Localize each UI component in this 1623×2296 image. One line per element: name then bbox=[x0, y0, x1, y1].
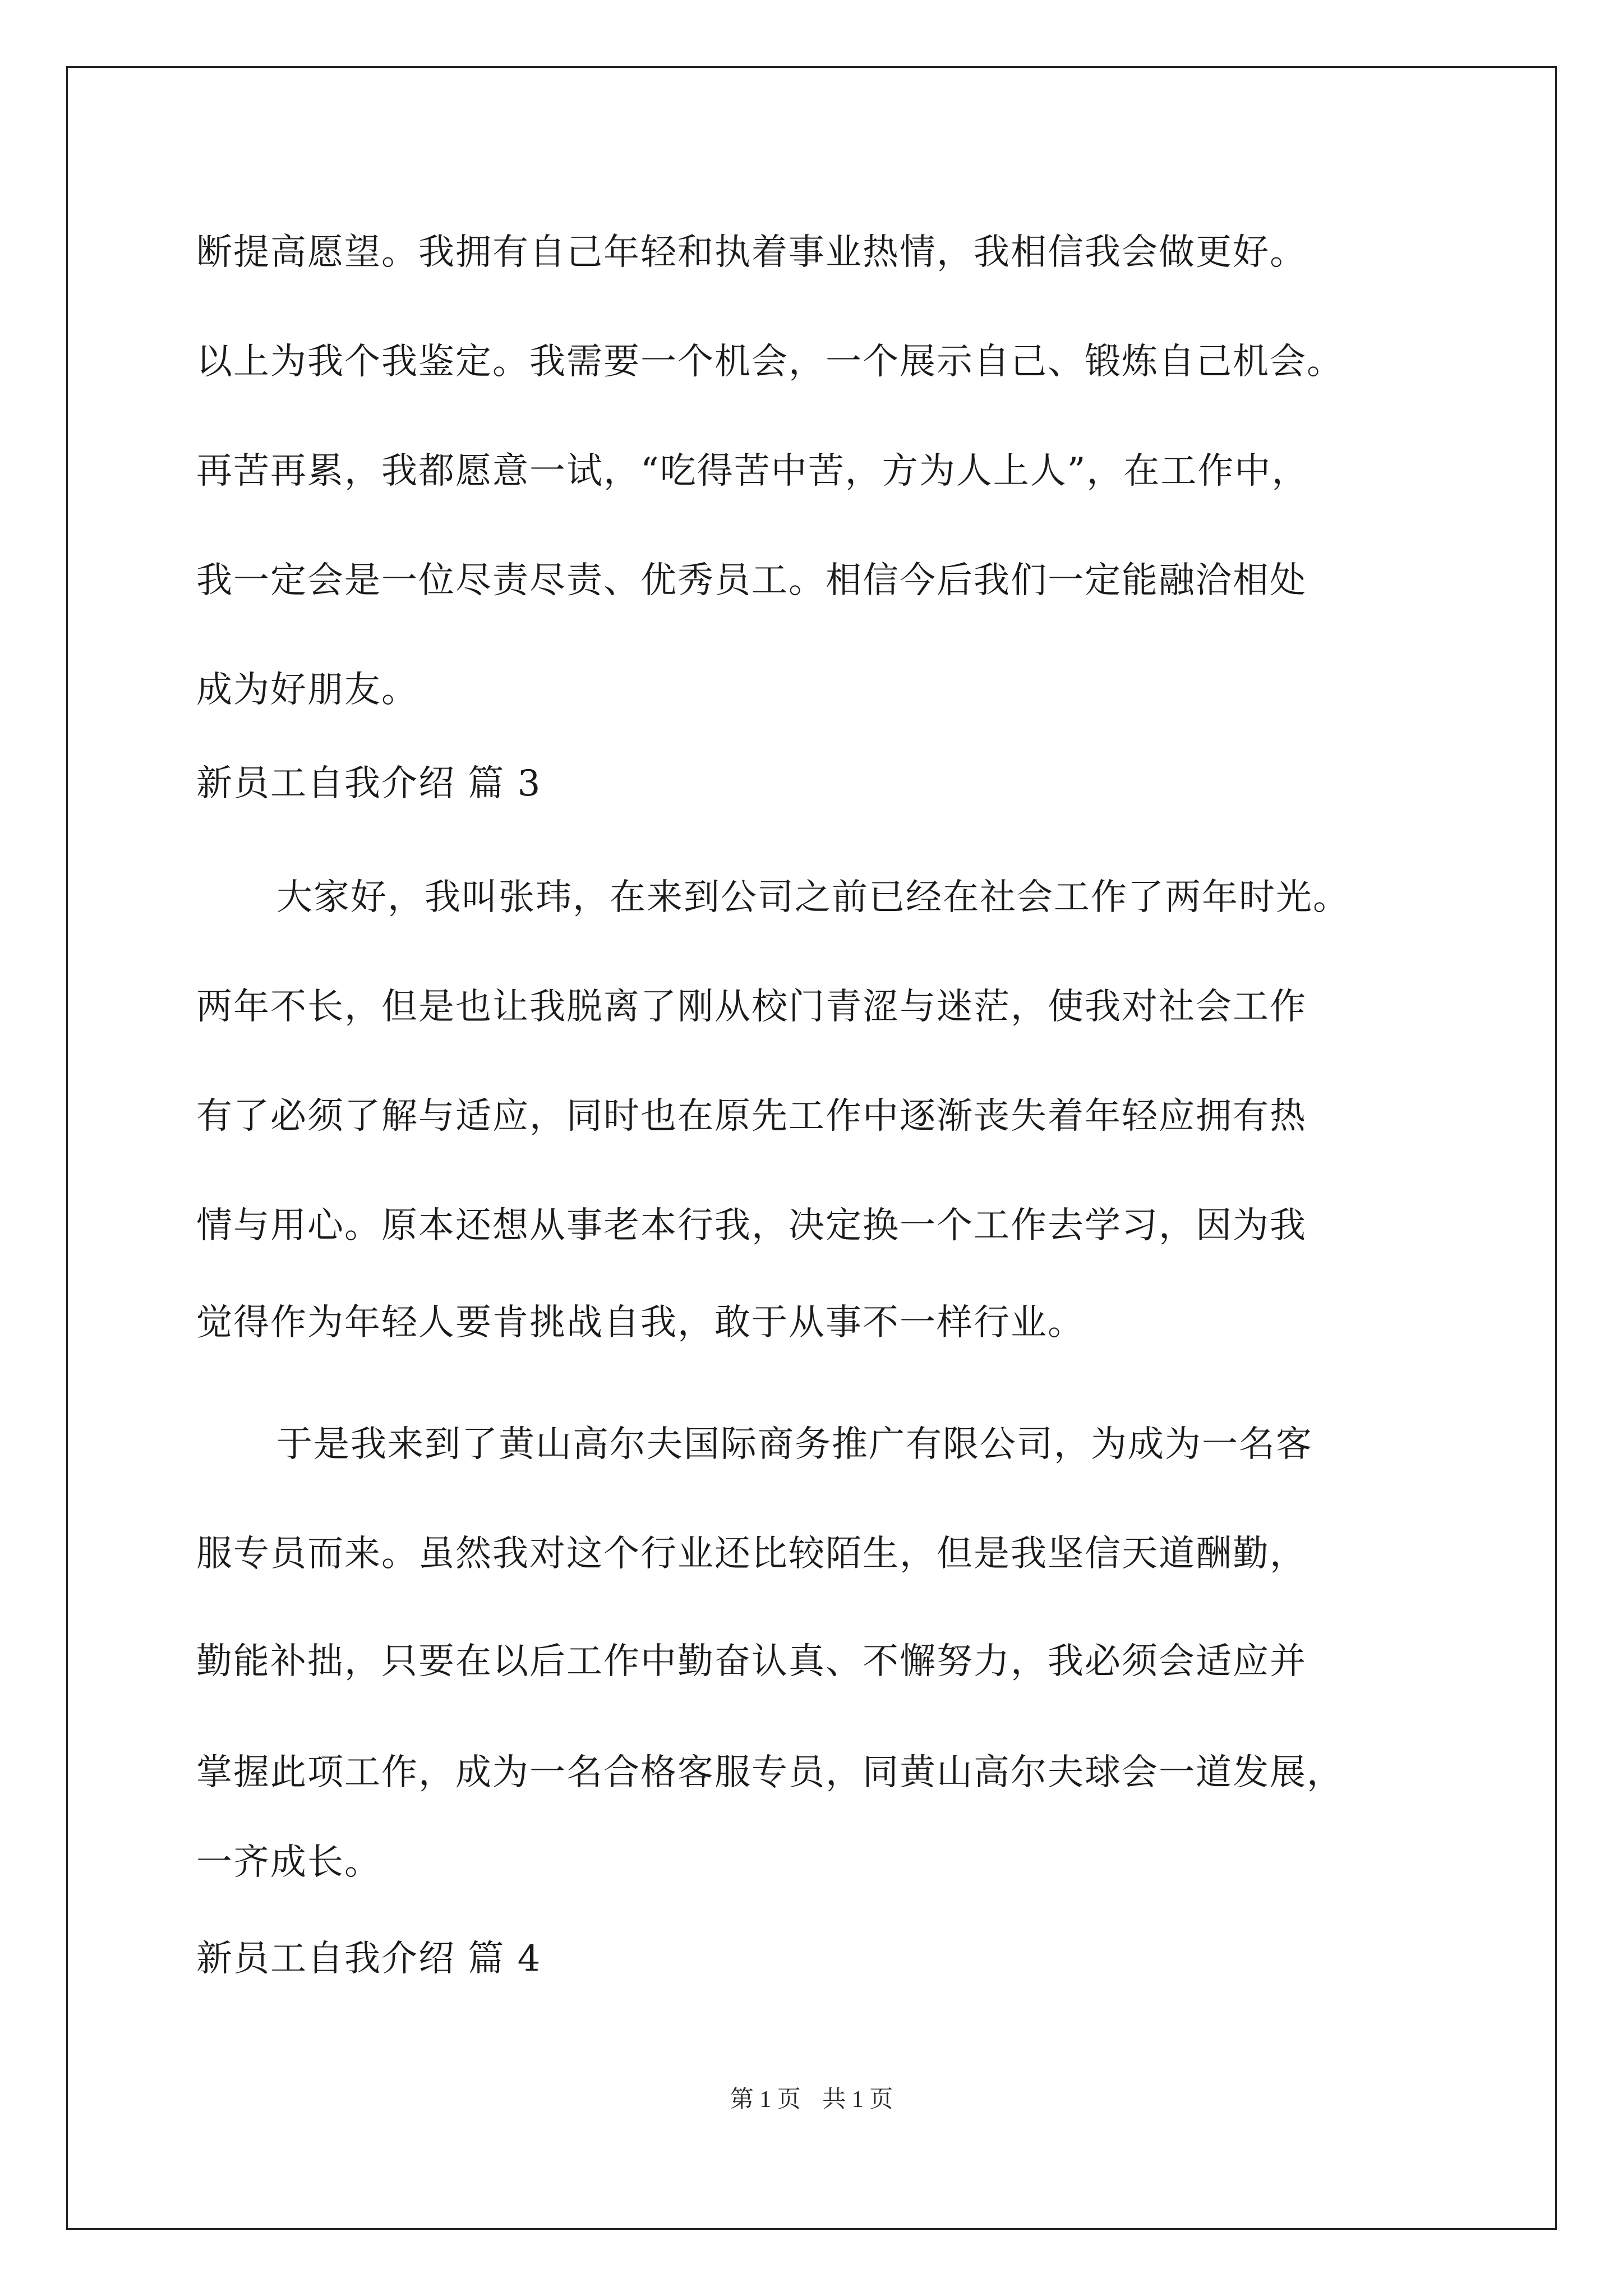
section-heading-3: 新员工自我介绍 篇 3 bbox=[196, 763, 542, 804]
page-footer bbox=[0, 2086, 1623, 2114]
text-line: 觉得作为年轻人要肯挑战自我，敢于从事不一样行业。 bbox=[196, 1302, 1085, 1343]
text-line: 一齐成长。 bbox=[196, 1842, 381, 1883]
text-line: 于是我来到了黄山高尔夫国际商务推广有限公司，为成为一名客 bbox=[276, 1424, 1313, 1465]
text-line: 断提高愿望。我拥有自己年轻和执着事业热情，我相信我会做更好。 bbox=[196, 232, 1307, 273]
page-border bbox=[66, 66, 1557, 2230]
text-line: 大家好，我叫张玮，在来到公司之前已经在社会工作了两年时光。 bbox=[276, 877, 1350, 918]
text-line: 掌握此项工作，成为一名合格客服专员，同黄山高尔夫球会一道发展， bbox=[196, 1752, 1344, 1793]
text-line: 勤能补拙，只要在以后工作中勤奋认真、不懈努力，我必须会适应并 bbox=[196, 1641, 1307, 1682]
text-line: 再苦再累，我都愿意一试，“吃得苦中苦，方为人上人”，在工作中， bbox=[196, 450, 1309, 492]
text-line: 两年不长，但是也让我脱离了刚从校门青涩与迷茫，使我对社会工作 bbox=[196, 986, 1307, 1028]
text-line: 以上为我个我鉴定。我需要一个机会，一个展示自己、锻炼自己机会。 bbox=[196, 341, 1344, 383]
text-line: 有了必须了解与适应，同时也在原先工作中逐渐丧失着年轻应拥有热 bbox=[196, 1096, 1307, 1137]
text-line: 情与用心。原本还想从事老本行我，决定换一个工作去学习，因为我 bbox=[196, 1205, 1307, 1246]
text-line: 我一定会是一位尽责尽责、优秀员工。相信今后我们一定能融洽相处 bbox=[196, 560, 1307, 601]
text-line: 成为好朋友。 bbox=[196, 669, 418, 711]
page-number: 第 1 页 bbox=[730, 2087, 801, 2113]
text-line: 服专员而来。虽然我对这个行业还比较陌生，但是我坚信天道酬勤， bbox=[196, 1533, 1307, 1575]
page-total: 共 1 页 bbox=[822, 2087, 893, 2113]
section-heading-4: 新员工自我介绍 篇 4 bbox=[196, 1938, 542, 1980]
